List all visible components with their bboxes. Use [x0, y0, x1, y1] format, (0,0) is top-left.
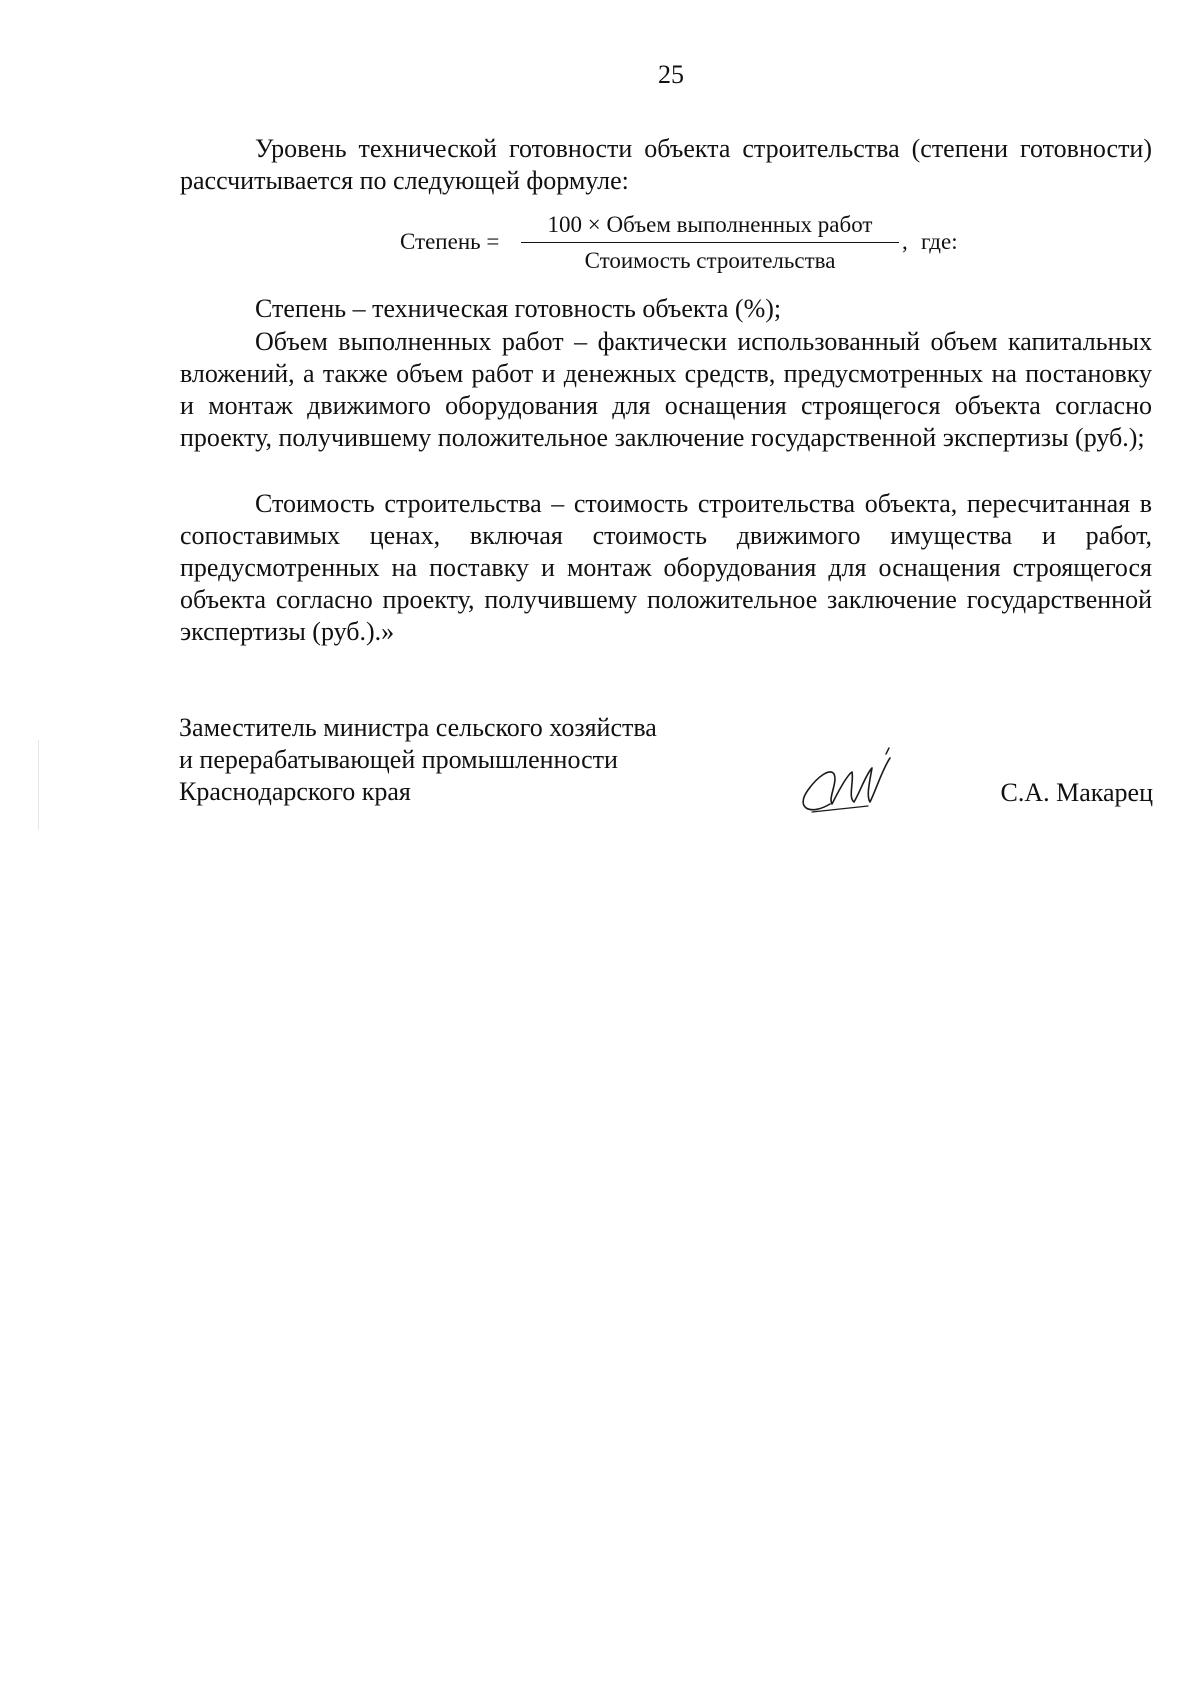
- position-line-3: Краснодарского края: [179, 777, 411, 806]
- intro-paragraph: Уровень технической готовности объекта строительства (степени готовности) рассчитывается по следующей формуле:: [180, 134, 1152, 195]
- formula-comma: ,: [902, 229, 908, 254]
- cost-definition: Стоимость строительства – стоимость строительства объекта, пересчитанная в сопоставимых ценах, включая стоимость движимого имущества и работ, предусмотренных на поставку и монтаж оборудования для оснащения строящегося объекта согласно проекту, получившему положительное заключение государственной экспертизы (руб.).»: [180, 489, 1152, 646]
- position-line-1: Заместитель министра сельского хозяйства: [179, 713, 657, 742]
- signer-name: С.А. Макарец: [1000, 778, 1153, 807]
- page-number: 25: [658, 60, 684, 89]
- degree-formula: [400, 212, 1000, 282]
- fraction-bar: [521, 242, 899, 243]
- degree-definition: Степень – техническая готовность объекта (%);: [255, 294, 782, 323]
- formula-numerator: 100 × Объем выполненных работ: [547, 212, 873, 237]
- scan-artifact: [38, 740, 39, 830]
- cost-definition-text: Стоимость строительства – стоимость строительства объекта, пересчитанная в сопоставимых ценах, включая стоимость движимого имущества и работ, предусмотренных на поставку и монтаж оборудования для оснащения строящегося объекта согласно проекту, получившему положительное заключение государственной экспертизы (руб.).: [180, 489, 1152, 646]
- formula-denominator: Стоимость строительства: [584, 248, 836, 273]
- position-line-2: и перерабатывающей промышленности: [179, 745, 618, 774]
- formula-where: где:: [921, 229, 958, 254]
- volume-definition: Объем выполненных работ – фактически использованный объем капитальных вложений, а также объем работ и денежных средств, предусмотренных на постановку и монтаж движимого оборудования для оснащения строящегося объекта согласно проекту, получившему положительное заключение государственной экспертизы (руб.);: [180, 327, 1152, 452]
- formula-lhs: Степень =: [400, 229, 500, 254]
